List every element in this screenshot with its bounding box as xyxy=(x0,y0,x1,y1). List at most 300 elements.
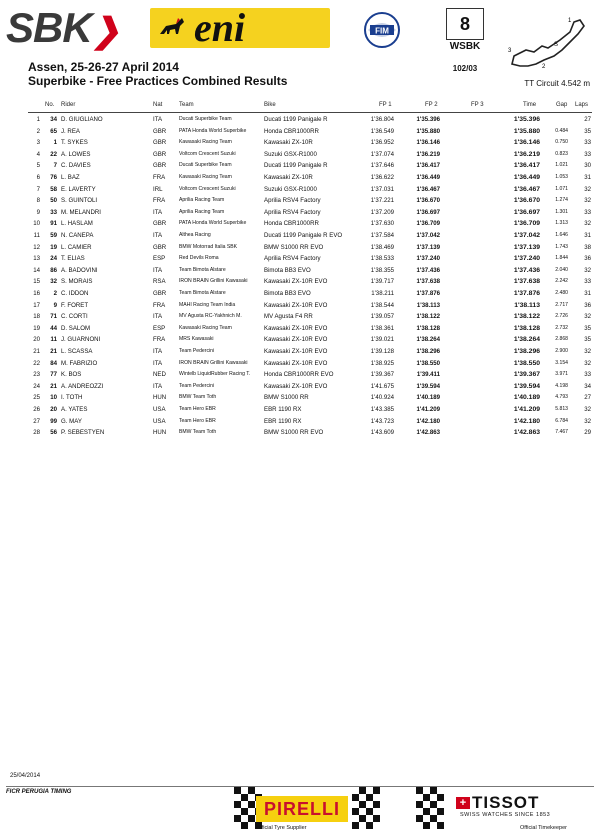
cell-team: IRON BRAIN Grillini Kawasaki xyxy=(179,278,248,285)
cell-fp1: 1'39.128 xyxy=(370,348,394,355)
cell-laps: 32 xyxy=(584,220,591,228)
table-row xyxy=(0,276,600,288)
cell-time: 1'36.670 xyxy=(513,197,540,205)
table-row xyxy=(0,253,600,265)
table-row xyxy=(0,381,600,393)
cell-nat: FRA xyxy=(153,197,166,205)
cell-gap: 1.301 xyxy=(555,208,568,215)
cell-gap: 1.743 xyxy=(555,243,568,250)
cell-fp2: 1'38.550 xyxy=(416,359,440,367)
cell-no: 65 xyxy=(50,127,57,135)
cell-bike: Ducati 1199 Panigale R EVO xyxy=(264,232,343,239)
cell-pos: 7 xyxy=(36,185,40,193)
cell-team: Team Hero EBR xyxy=(179,406,216,412)
cell-pos: 28 xyxy=(33,429,40,437)
cell-bike: Honda CBR1000RR xyxy=(264,127,319,135)
cell-gap: 3.154 xyxy=(555,359,568,366)
cell-laps: 32 xyxy=(584,185,591,193)
cell-gap: 4.793 xyxy=(555,394,568,401)
cell-time: 1'35.396 xyxy=(513,116,540,123)
cell-no: 9 xyxy=(53,301,57,309)
swiss-cross-icon: + xyxy=(456,797,470,809)
cell-pos: 12 xyxy=(33,243,40,251)
cell-nat: GBR xyxy=(153,150,167,158)
cell-fp2: 1'35.396 xyxy=(416,116,440,123)
cell-nat: GBR xyxy=(153,139,167,147)
cell-fp2: 1'36.417 xyxy=(416,162,440,170)
cell-gap: 2.868 xyxy=(555,336,568,343)
cell-pos: 9 xyxy=(36,208,40,216)
cell-laps: 32 xyxy=(584,359,591,367)
cell-gap: 2.900 xyxy=(555,348,568,354)
cell-laps: 36 xyxy=(584,255,591,263)
cell-no: 71 xyxy=(50,313,57,321)
tyre-supplier-caption: Official Tyre Supplier xyxy=(256,825,307,831)
cell-rider: L. HASLAM xyxy=(61,220,93,228)
cell-no: 33 xyxy=(50,208,57,216)
round-number: 8 xyxy=(446,8,484,40)
cell-fp1: 1'38.211 xyxy=(371,290,394,297)
cell-fp2: 1'42.863 xyxy=(416,429,440,437)
cell-laps: 27 xyxy=(584,116,591,123)
cell-team: IRON BRAIN Grillini Kawasaki xyxy=(179,359,248,366)
cell-team: BMW Team Toth xyxy=(179,394,217,401)
table-row xyxy=(0,311,600,323)
cell-gap: 6.784 xyxy=(555,417,568,424)
cell-pos: 15 xyxy=(33,278,40,286)
cell-laps: 31 xyxy=(584,174,591,181)
cell-fp2: 1'37.876 xyxy=(416,290,440,297)
col-team: Team xyxy=(179,102,194,108)
cell-gap: 1.313 xyxy=(555,220,568,227)
cell-fp2: 1'38.128 xyxy=(416,324,440,332)
cell-laps: 38 xyxy=(584,243,591,251)
cell-rider: K. BOS xyxy=(61,371,82,379)
cell-laps: 32 xyxy=(584,266,591,274)
cell-nat: ITA xyxy=(153,382,163,390)
table-row xyxy=(0,358,600,370)
print-date: 25/04/2014 xyxy=(10,773,41,779)
cell-time: 1'42.180 xyxy=(513,417,540,425)
cell-rider: T. ELIAS xyxy=(61,255,85,263)
sbk-chevron-icon: ❯ xyxy=(91,12,120,50)
cell-rider: S. MORAIS xyxy=(61,278,93,286)
cell-rider: A. LOWES xyxy=(61,150,91,158)
cell-pos: 17 xyxy=(33,301,40,309)
cell-pos: 24 xyxy=(33,382,40,390)
cell-time: 1'36.467 xyxy=(513,185,540,193)
cell-pos: 25 xyxy=(33,394,40,402)
cell-rider: A. ANDREOZZI xyxy=(61,382,104,390)
cell-team: MV Agusta RC-Yakhnich M. xyxy=(179,313,242,320)
cell-pos: 27 xyxy=(33,417,40,425)
cell-fp1: 1'39.057 xyxy=(370,313,394,321)
cell-no: 21 xyxy=(50,348,57,355)
cell-fp2: 1'37.240 xyxy=(416,255,440,263)
cell-team: Team Pedercini xyxy=(179,348,215,354)
cell-time: 1'38.122 xyxy=(513,313,540,321)
table-row xyxy=(0,126,600,138)
map-label-1: 1 xyxy=(568,18,572,24)
cell-fp2: 1'42.180 xyxy=(416,417,440,425)
cell-nat: ITA xyxy=(153,116,163,123)
cell-nat: GBR xyxy=(153,290,167,297)
cell-rider: M. FABRIZIO xyxy=(61,359,98,367)
table-row xyxy=(0,230,600,242)
cell-team: Team Bimota Alstare xyxy=(179,290,226,296)
cell-fp1: 1'37.074 xyxy=(370,150,394,158)
cell-laps: 27 xyxy=(584,394,591,402)
cell-bike: EBR 1190 RX xyxy=(264,406,302,413)
table-row xyxy=(0,404,600,416)
header-divider xyxy=(28,112,592,113)
cell-pos: 18 xyxy=(33,313,40,321)
cell-laps: 30 xyxy=(584,162,591,170)
cell-nat: GBR xyxy=(153,243,167,251)
table-row xyxy=(0,427,600,439)
cell-no: 44 xyxy=(50,324,57,332)
timing-provider: FICR PERUGIA TIMING xyxy=(6,789,72,795)
cell-laps: 32 xyxy=(584,348,591,355)
map-label-3: 3 xyxy=(508,48,512,54)
cell-laps: 36 xyxy=(584,301,591,309)
cell-no: 19 xyxy=(50,243,57,251)
cell-no: 58 xyxy=(50,185,57,193)
cell-nat: GBR xyxy=(153,162,167,170)
cell-bike: Suzuki GSX-R1000 xyxy=(264,150,317,158)
cell-no: 7 xyxy=(53,162,57,170)
cell-rider: C. DAVIES xyxy=(61,162,91,170)
cell-fp1: 1'43.609 xyxy=(370,429,394,437)
cell-time: 1'38.264 xyxy=(513,336,540,344)
cell-pos: 1 xyxy=(36,116,40,123)
cell-fp1: 1'37.031 xyxy=(370,185,394,193)
col-nat: Nat xyxy=(153,102,163,108)
cell-nat: RSA xyxy=(153,278,166,286)
cell-bike: Ducati 1199 Panigale R xyxy=(264,162,328,170)
cell-nat: ITA xyxy=(153,359,163,367)
map-label-2: 2 xyxy=(542,64,546,70)
cell-time: 1'37.638 xyxy=(513,278,540,286)
cell-laps: 35 xyxy=(584,127,591,135)
footer-divider xyxy=(6,786,594,787)
cell-team: Red Devils Roma xyxy=(179,255,219,262)
cell-time: 1'36.146 xyxy=(513,139,540,147)
eni-logo xyxy=(150,5,330,50)
cell-pos: 4 xyxy=(36,150,40,158)
table-row xyxy=(0,300,600,312)
col-fp3: FP 3 xyxy=(471,102,484,108)
cell-time: 1'38.128 xyxy=(513,324,540,332)
cell-gap: 2.717 xyxy=(555,301,568,308)
cell-pos: 10 xyxy=(33,220,40,228)
table-row xyxy=(0,137,600,149)
cell-no: 11 xyxy=(50,336,57,344)
cell-bike: Kawasaki ZX-10R EVO xyxy=(264,336,328,344)
cell-fp2: 1'40.189 xyxy=(416,394,440,402)
cell-fp2: 1'37.042 xyxy=(416,232,440,239)
table-row xyxy=(0,242,600,254)
cell-bike: Honda CBR1000RR EVO xyxy=(264,371,334,379)
sbk-logo xyxy=(6,6,150,50)
cell-fp1: 1'39.717 xyxy=(370,278,394,286)
cell-fp2: 1'36.670 xyxy=(416,197,440,205)
cell-time: 1'38.550 xyxy=(513,359,540,367)
col-gap: Gap xyxy=(556,102,568,108)
cell-fp2: 1'36.449 xyxy=(416,174,440,181)
cell-pos: 2 xyxy=(36,127,40,135)
cell-fp1: 1'36.952 xyxy=(370,139,394,147)
cell-bike: EBR 1190 RX xyxy=(264,417,302,425)
cell-gap: 1.274 xyxy=(555,197,568,204)
cell-gap: 2.040 xyxy=(555,266,568,273)
cell-pos: 14 xyxy=(33,266,40,274)
cell-laps: 33 xyxy=(584,208,591,216)
cell-gap: 1.071 xyxy=(555,185,568,192)
cell-bike: BMW S1000 RR xyxy=(264,394,309,402)
cell-team: Wintelb LiquidRubber Racing T. xyxy=(179,371,251,378)
cell-bike: MV Agusta F4 RR xyxy=(264,313,313,321)
table-row xyxy=(0,416,600,428)
cell-team: Ducati Superbike Team xyxy=(179,116,232,122)
cell-team: Kawasaki Racing Team xyxy=(179,324,232,331)
cell-laps: 32 xyxy=(584,406,591,413)
col-fp2: FP 2 xyxy=(425,102,438,108)
cell-team: Aprilia Racing Team xyxy=(179,208,225,215)
cell-team: BMW Team Toth xyxy=(179,429,217,436)
cell-pos: 8 xyxy=(36,197,40,205)
table-header xyxy=(0,100,600,112)
cell-nat: FRA xyxy=(153,174,166,181)
cell-gap: 1.053 xyxy=(555,174,568,180)
tissot-tagline: SWISS WATCHES SINCE 1853 xyxy=(460,812,551,818)
cell-rider: C. CORTI xyxy=(61,313,88,321)
cell-fp2: 1'37.436 xyxy=(416,266,440,274)
table-row xyxy=(0,114,600,126)
page-number: 102/03 xyxy=(452,64,478,73)
eni-logo-text: eni xyxy=(194,5,246,50)
timekeeper-caption: Official Timekeeper xyxy=(520,825,567,831)
cell-fp1: 1'43.723 xyxy=(370,417,394,425)
cell-pos: 23 xyxy=(33,371,40,379)
table-row xyxy=(0,160,600,172)
cell-fp1: 1'38.361 xyxy=(370,324,394,332)
col-no: No. xyxy=(45,102,55,108)
cell-fp1: 1'40.924 xyxy=(370,394,394,402)
cell-fp1: 1'38.469 xyxy=(370,243,394,251)
fim-logo-text: FIM xyxy=(375,26,389,36)
cell-fp1: 1'36.549 xyxy=(370,127,394,135)
table-row xyxy=(0,369,600,381)
cell-nat: GBR xyxy=(153,127,167,135)
cell-nat: ITA xyxy=(153,348,163,355)
cell-no: 22 xyxy=(50,150,57,158)
cell-bike: Bimota BB3 EVO xyxy=(264,266,311,274)
cell-fp2: 1'36.146 xyxy=(416,139,440,147)
cell-gap: 7.467 xyxy=(555,429,568,436)
table-row xyxy=(0,184,600,196)
cell-gap: 0.823 xyxy=(555,150,568,157)
cell-pos: 21 xyxy=(33,348,40,355)
table-row xyxy=(0,392,600,404)
cell-team: BMW Motorrad Italia SBK xyxy=(179,243,238,250)
cell-no: 24 xyxy=(50,255,57,263)
cell-nat: FRA xyxy=(153,301,166,309)
cell-gap: 2.480 xyxy=(555,290,568,296)
cell-laps: 33 xyxy=(584,150,591,158)
cell-gap: 1.844 xyxy=(555,255,568,262)
cell-gap: 1.646 xyxy=(555,232,568,238)
cell-bike: Kawasaki ZX-10R xyxy=(264,174,313,181)
cell-no: 56 xyxy=(50,429,57,437)
cell-time: 1'39.367 xyxy=(513,371,540,379)
cell-gap: 2.242 xyxy=(555,278,568,285)
cell-team: Team Pedercini xyxy=(179,382,215,389)
cell-rider: A. YATES xyxy=(61,406,88,413)
circuit-length: TT Circuit 4.542 m xyxy=(524,79,590,88)
cell-bike: BMW S1000 RR EVO xyxy=(264,243,324,251)
cell-team: Ducati Superbike Team xyxy=(179,162,232,169)
col-fp1: FP 1 xyxy=(379,102,392,108)
table-row xyxy=(0,265,600,277)
cell-no: 1 xyxy=(53,139,57,147)
cell-laps: 32 xyxy=(584,197,591,205)
cell-bike: Kawasaki ZX-10R EVO xyxy=(264,278,328,286)
table-row xyxy=(0,149,600,161)
cell-fp1: 1'36.622 xyxy=(370,174,394,181)
table-row xyxy=(0,172,600,184)
pirelli-logo-text: PIRELLI xyxy=(263,799,340,819)
cell-laps: 34 xyxy=(584,382,591,390)
cell-rider: J. REA xyxy=(61,127,80,135)
cell-nat: ITA xyxy=(153,232,163,239)
cell-fp1: 1'38.925 xyxy=(370,359,394,367)
six-legged-dog-icon xyxy=(156,12,188,44)
cell-time: 1'36.697 xyxy=(513,208,540,216)
cell-bike: Bimota BB3 EVO xyxy=(264,290,311,297)
cell-pos: 11 xyxy=(33,232,40,239)
col-rider: Rider xyxy=(61,102,76,108)
cell-no: 59 xyxy=(50,232,57,239)
cell-no: 76 xyxy=(50,174,57,181)
cell-time: 1'37.240 xyxy=(513,255,540,263)
cell-team: MRS Kawasaki xyxy=(179,336,214,343)
cell-no: 91 xyxy=(50,220,57,228)
cell-fp2: 1'38.264 xyxy=(416,336,440,344)
cell-no: 86 xyxy=(50,266,57,274)
fim-logo-icon xyxy=(362,10,402,50)
cell-time: 1'37.436 xyxy=(513,266,540,274)
cell-no: 50 xyxy=(50,197,57,205)
table-row xyxy=(0,195,600,207)
cell-nat: ITA xyxy=(153,313,163,321)
cell-no: 34 xyxy=(50,116,57,123)
cell-laps: 33 xyxy=(584,278,591,286)
cell-nat: IRL xyxy=(153,185,163,193)
cell-rider: I. TOTH xyxy=(61,394,83,402)
cell-fp2: 1'36.709 xyxy=(416,220,440,228)
cell-team: Voltcom Crescent Suzuki xyxy=(179,185,236,192)
sbk-logo-text: SBK xyxy=(6,4,92,51)
cell-gap: 2.732 xyxy=(555,324,568,331)
cell-laps: 32 xyxy=(584,417,591,425)
cell-nat: HUN xyxy=(153,394,167,402)
cell-laps: 31 xyxy=(584,290,591,297)
cell-fp2: 1'38.113 xyxy=(416,301,440,309)
cell-fp1: 1'38.355 xyxy=(370,266,394,274)
checkered-flag-tissot-icon xyxy=(416,787,444,833)
cell-nat: USA xyxy=(153,406,166,413)
cell-gap: 2.726 xyxy=(555,313,568,320)
cell-rider: L. BAZ xyxy=(61,174,80,181)
cell-team: Aprilia Racing Team xyxy=(179,197,225,204)
table-row xyxy=(0,334,600,346)
cell-gap: 5.813 xyxy=(555,406,568,412)
cell-pos: 3 xyxy=(36,139,40,147)
cell-rider: S. GUINTOLI xyxy=(61,197,98,205)
cell-nat: FRA xyxy=(153,336,166,344)
cell-gap: 3.971 xyxy=(555,371,568,378)
cell-bike: Kawasaki ZX-10R EVO xyxy=(264,301,328,309)
cell-fp1: 1'36.804 xyxy=(370,116,394,123)
cell-bike: Kawasaki ZX-10R xyxy=(264,139,313,147)
cell-time: 1'37.042 xyxy=(513,232,540,239)
cell-time: 1'42.863 xyxy=(513,429,540,437)
table-row xyxy=(0,218,600,230)
cell-pos: 6 xyxy=(36,174,40,181)
cell-time: 1'39.594 xyxy=(513,382,540,390)
cell-laps: 33 xyxy=(584,371,591,379)
cell-rider: C. IDDON xyxy=(61,290,89,297)
table-row xyxy=(0,346,600,358)
cell-time: 1'35.880 xyxy=(513,127,540,135)
col-laps: Laps xyxy=(575,102,589,108)
cell-nat: GBR xyxy=(153,220,167,228)
cell-time: 1'36.449 xyxy=(513,174,540,181)
cell-fp2: 1'36.467 xyxy=(416,185,440,193)
cell-fp2: 1'37.638 xyxy=(416,278,440,286)
cell-laps: 35 xyxy=(584,324,591,332)
series-label: WSBK xyxy=(449,41,481,52)
cell-laps: 32 xyxy=(584,313,591,321)
cell-time: 1'40.189 xyxy=(513,394,540,402)
cell-rider: N. CANEPA xyxy=(61,232,94,239)
cell-rider: M. MELANDRI xyxy=(61,208,101,216)
cell-bike: Kawasaki ZX-10R EVO xyxy=(264,348,328,355)
cell-fp2: 1'39.594 xyxy=(416,382,440,390)
cell-fp2: 1'38.296 xyxy=(416,348,440,355)
cell-bike: Aprilia RSV4 Factory xyxy=(264,197,321,205)
cell-gap: 4.198 xyxy=(555,382,568,389)
cell-fp2: 1'36.219 xyxy=(416,150,440,158)
cell-laps: 29 xyxy=(584,429,591,437)
cell-time: 1'41.209 xyxy=(513,406,540,413)
cell-bike: BMW S1000 RR EVO xyxy=(264,429,324,437)
cell-no: 84 xyxy=(50,359,57,367)
cell-rider: L. SCASSA xyxy=(61,348,93,355)
cell-nat: ESP xyxy=(153,324,166,332)
cell-nat: ITA xyxy=(153,266,163,274)
cell-team: Kawasaki Racing Team xyxy=(179,139,232,146)
cell-bike: Honda CBR1000RR xyxy=(264,220,319,228)
cell-rider: D. SALOM xyxy=(61,324,91,332)
cell-bike: Aprilia RSV4 Factory xyxy=(264,208,321,216)
cell-nat: USA xyxy=(153,417,166,425)
cell-pos: 5 xyxy=(36,162,40,170)
cell-bike: Suzuki GSX-R1000 xyxy=(264,185,317,193)
cell-fp1: 1'37.221 xyxy=(370,197,394,205)
cell-fp2: 1'38.122 xyxy=(416,313,440,321)
